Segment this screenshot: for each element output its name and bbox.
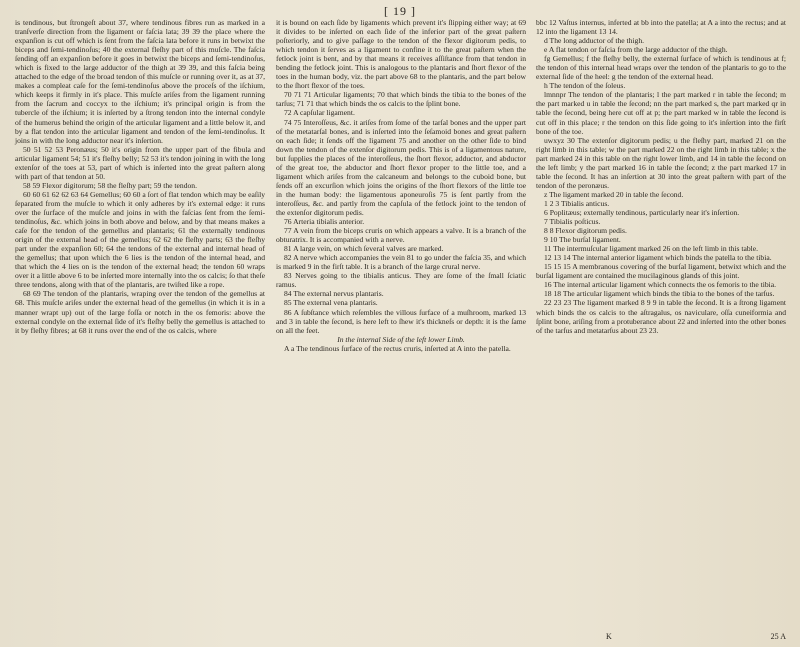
paragraph: 11 The intermuſcular ligament marked 26 on the left limb in this table. [544, 244, 759, 254]
paragraph: bbc 12 Vaſtus internus, inferted at bb into the patella; at A a into the rectus; and at 12 into the ligament 13 14. [536, 18, 786, 37]
paragraph: uwxyz 30 The extenſor digitorum pedis; u the fleſhy part, marked 21 on the right limb in this table; w the part marked 22 on the right limb in this table; x the part marked 24 in this table on the right lower limb, and 14 in table the ſecond on the left limb; y the part marked 16 in table the ſecond; z the part marked 17 in table the ſecond. It has an inſertion at 30 into the great paſtern with part of the tendon of the peronæus. [536, 135, 786, 190]
paragraph: 82 A nerve which accompanies the vein 81 to go under the faſcia 35, and which is marked 9 in the firſt table. It is a branch of the large crural nerve. [276, 253, 526, 272]
catchword: 25 A [770, 632, 786, 641]
paragraph: fg Gemellus; f the fleſhy belly, the external ſurface of which is tendinous at f; the tendon of this internal head wraps over the tendon of the plantaris to go to the external ſide of the heel: g the tendon of the external head. [536, 54, 786, 82]
paragraph: 22 23 23 The ligament marked 8 9 9 in table the ſecond. It is a ſtrong ligament which binds the os calcis to the aſtragalus, os naviculare, oſſa cuneiformia and ſplint bone, ariſing from a protuberance about 22 and inſerted into the other bones of the tarſus and metatarſus about 23 23. [536, 298, 786, 335]
paragraph: 58 59 Flexor digitorum; 58 the fleſhy part; 59 the tendon. [23, 180, 197, 190]
signature-mark: K [606, 632, 612, 641]
paragraph: 9 10 The burſal ligament. [544, 235, 621, 245]
paragraph: 6 Poplitæus; externally tendinous, particularly near it's inſertion. [544, 207, 740, 217]
page-footer [536, 632, 786, 641]
paragraph: 70 71 71 Articular ligaments; 70 that which binds the tibia to the bones of the tarſus; 71 71 that which binds the os calcis to the ſplint bone. [276, 90, 526, 109]
paragraph: 50 51 52 53 Peronæus; 50 it's origin from the upper part of the fibula and articular ligament 54; 51 it's fleſhy belly; 52 53 it's tendon joining in with the long extenſor of the toes at 53, part of which is inſerted into the great paſtern along with part of that tendon at 50. [15, 144, 265, 181]
section-heading: In the internal Side of the left lower Limb. [337, 334, 465, 344]
page-number: [ 19 ] [384, 4, 416, 18]
paragraph: it is bound on each ſide by ligaments which prevent it's ſlipping either way; at 69 it divides to be inſerted on each ſide of the inferior part of the great paſtern poſteriorly, and to give paſſage to the tendon of the flexor digitorum pedis, to which tendon it ſerves as a ligament to confine it to the great paſtern when the fetlock joint is bent, and by that means it receives aſſiſtance from that tendon in bending the fetlock joint. This is analogous to the plantaris and ſhort flexor of the toes in the human body, viz. the part above 68 to the plantaris, and the part below to the ſhort flexor of the toes. [276, 18, 526, 91]
paragraph: d The long adductor of the thigh. [544, 36, 645, 46]
paragraph: 85 The external vena plantaris. [284, 298, 378, 308]
paragraph: 72 A capſular ligament. [284, 108, 355, 118]
paragraph: 15 15 15 A membranous covering of the burſal ligament, betwixt which and the burſal ligament are contained the mucilaginous glands of this joint. [536, 262, 786, 281]
paragraph: h The tendon of the ſoleus. [544, 81, 626, 91]
paragraph: 1 2 3 Tibialis anticus. [544, 198, 610, 208]
paragraph: 84 The external nervus plantaris. [284, 289, 384, 299]
paragraph: 76 Arteria tibialis anterior. [284, 217, 365, 227]
paragraph: lmnnpr The tendon of the plantaris; l the part marked r in table the ſecond; m the part marked u in table the ſecond; nn the part marked s, the part marked qr in table the ſecond, being here cut off at p; the part marked w in table the ſecond is cut off in this place; r the tendon on this ſide going to it's inſertion into the firſt bone of the toe. [536, 90, 786, 136]
paragraph: 77 A vein from the biceps cruris on which appears a valve. It is a branch of the obturatrix. It is accompanied with a nerve. [276, 226, 526, 245]
paragraph: 60 60 61 62 62 63 64 Gemellus; 60 60 a ſort of flat tendon which may be eaſily ſeparated from the muſcle to which it only adheres by it's external edge: it runs over the ſurface of the muſcle and joins in with the faſcias ſent from the ſemi-tendinoſus, &c. which joins in both above and below, and by that means makes a caſe for the tendon of the gemellus and plantaris; 61 the externally tendinous origin of the external head of the gemellus; 62 62 the fleſhy parts; 63 the fleſhy part under the expanſion 60; 64 the tendons of the external and internal head of the gemellus; that upon which the 6 lies is the tendon of the internal head, and that which the 4 lies on is the tendon of the external head; the tendon 60 wraps over it a little above 6 to be inſerted more internally into the os calcis; ſo that theſe three tendons, along with that of the plantaris, are twiſted like a rope. [15, 189, 265, 290]
paragraph: 81 A large vein, on which ſeveral valves are marked. [284, 244, 444, 254]
text-column-2 [276, 18, 526, 353]
paragraph: 12 13 14 The internal anterior ligament which binds the patella to the tibia. [544, 253, 772, 263]
text-column-1 [15, 18, 265, 335]
paragraph: 7 Tibialis poſticus. [544, 217, 601, 227]
paragraph: z The ligament marked 20 in table the ſecond. [544, 189, 684, 199]
paragraph: A a The tendinous ſurface of the rectus cruris, inſerted at A into the patella. [284, 343, 511, 353]
paragraph: 8 8 Flexor digitorum pedis. [544, 226, 627, 236]
paragraph: 74 75 Interoſſeus, &c. it ariſes from ſome of the tarſal bones and the upper part of the metatarſal bones, and is inſerted into the ſeſamoid bones and great paſtern on each ſide; it ſends off the ligament 75 and another on the other ſide to bind down the tendon of the extenſor digitorum pedis. This is of a ligamentous nature, but ſupplies the places of the interoſſeus, the ſhort flexor, adductor, and abductor of the great toe, the abductor and ſhort flexor proper to the little toe, and a ligament which ariſes from the calcaneum and belongs to the cuboid bone, but ſends off an excurſion which joins the origins of the ſhort flexors of the little toe in the human body: the ligamentous aponeuroſis 75 is ſent partly from the interoſſeus, &c. and partly from the capſula of the fetlock joint to the tendon of the extenſor digitorum pedis. [276, 117, 526, 217]
paragraph: is tendinous, but ſtrongeſt about 37, where tendinous fibres run as marked in a tranſverſe direction from the ligament or faſcia lata; 39 39 the place where the expanſion is cut off which is ſent from the faſcia lata before it runs in betwixt the biceps and ſemi-tendinoſus; 40 the external fleſhy part of this muſcle. The faſcia ſending off an expanſion before it goes in betwixt the biceps and ſemi-tendinoſus, which is fixed to the large adductor of the thigh at 39 39, and this faſcia being attached to the edge of the broad tendon of this muſcle or running over it, as at 37, makes a compleat caſe for the ſemi-tendinoſus above the proceſs of the iſchium, which keeps it firmly in it's place. This muſcle ariſes from the ligament running from the ſacrum and coccyx to the iſchium; it's principal origin is from the tubercle of the iſchium; it is inſerted by a ſtrong tendon into the internal condyle of the humerus behind the origin of the articular ligament and a little below it, and by a flat tendon into the articular ligament and tendon of the ſemi-tendinoſus. It joins in with the long adductor near it's inſertion. [15, 18, 265, 145]
paragraph: 83 Nerves going to the tibialis anticus. They are ſome of the ſmall ſciatic ramus. [276, 271, 526, 290]
paragraph: 86 A ſubſtance which reſembles the villous ſurface of a muſhroom, marked 13 and 3 in table the ſecond, is here left to ſhew it's thickneſs or depth: it is the ſame on all the feet. [276, 307, 526, 335]
paragraph: 18 18 The articular ligament which binds the tibia to the bones of the tarſus. [544, 289, 775, 299]
paragraph: 16 The internal articular ligament which connects the os femoris to the tibia. [544, 280, 777, 290]
text-column-3 [536, 18, 786, 335]
paragraph: e A flat tendon or faſcia from the large adductor of the thigh. [544, 45, 728, 55]
paragraph: 68 69 The tendon of the plantaris, wraping over the tendon of the gemellus at 68. This muſcle ariſes under the external head of the gemellus (in which it is in a manner wrapt up) out of the large foſſa or notch in the os femoris: above the external condyle on the external ſide of it's fleſhy belly the gemellus is attached to it by fleſhy fibres; at 68 it runs over the end of the os calcis, where [15, 289, 265, 335]
